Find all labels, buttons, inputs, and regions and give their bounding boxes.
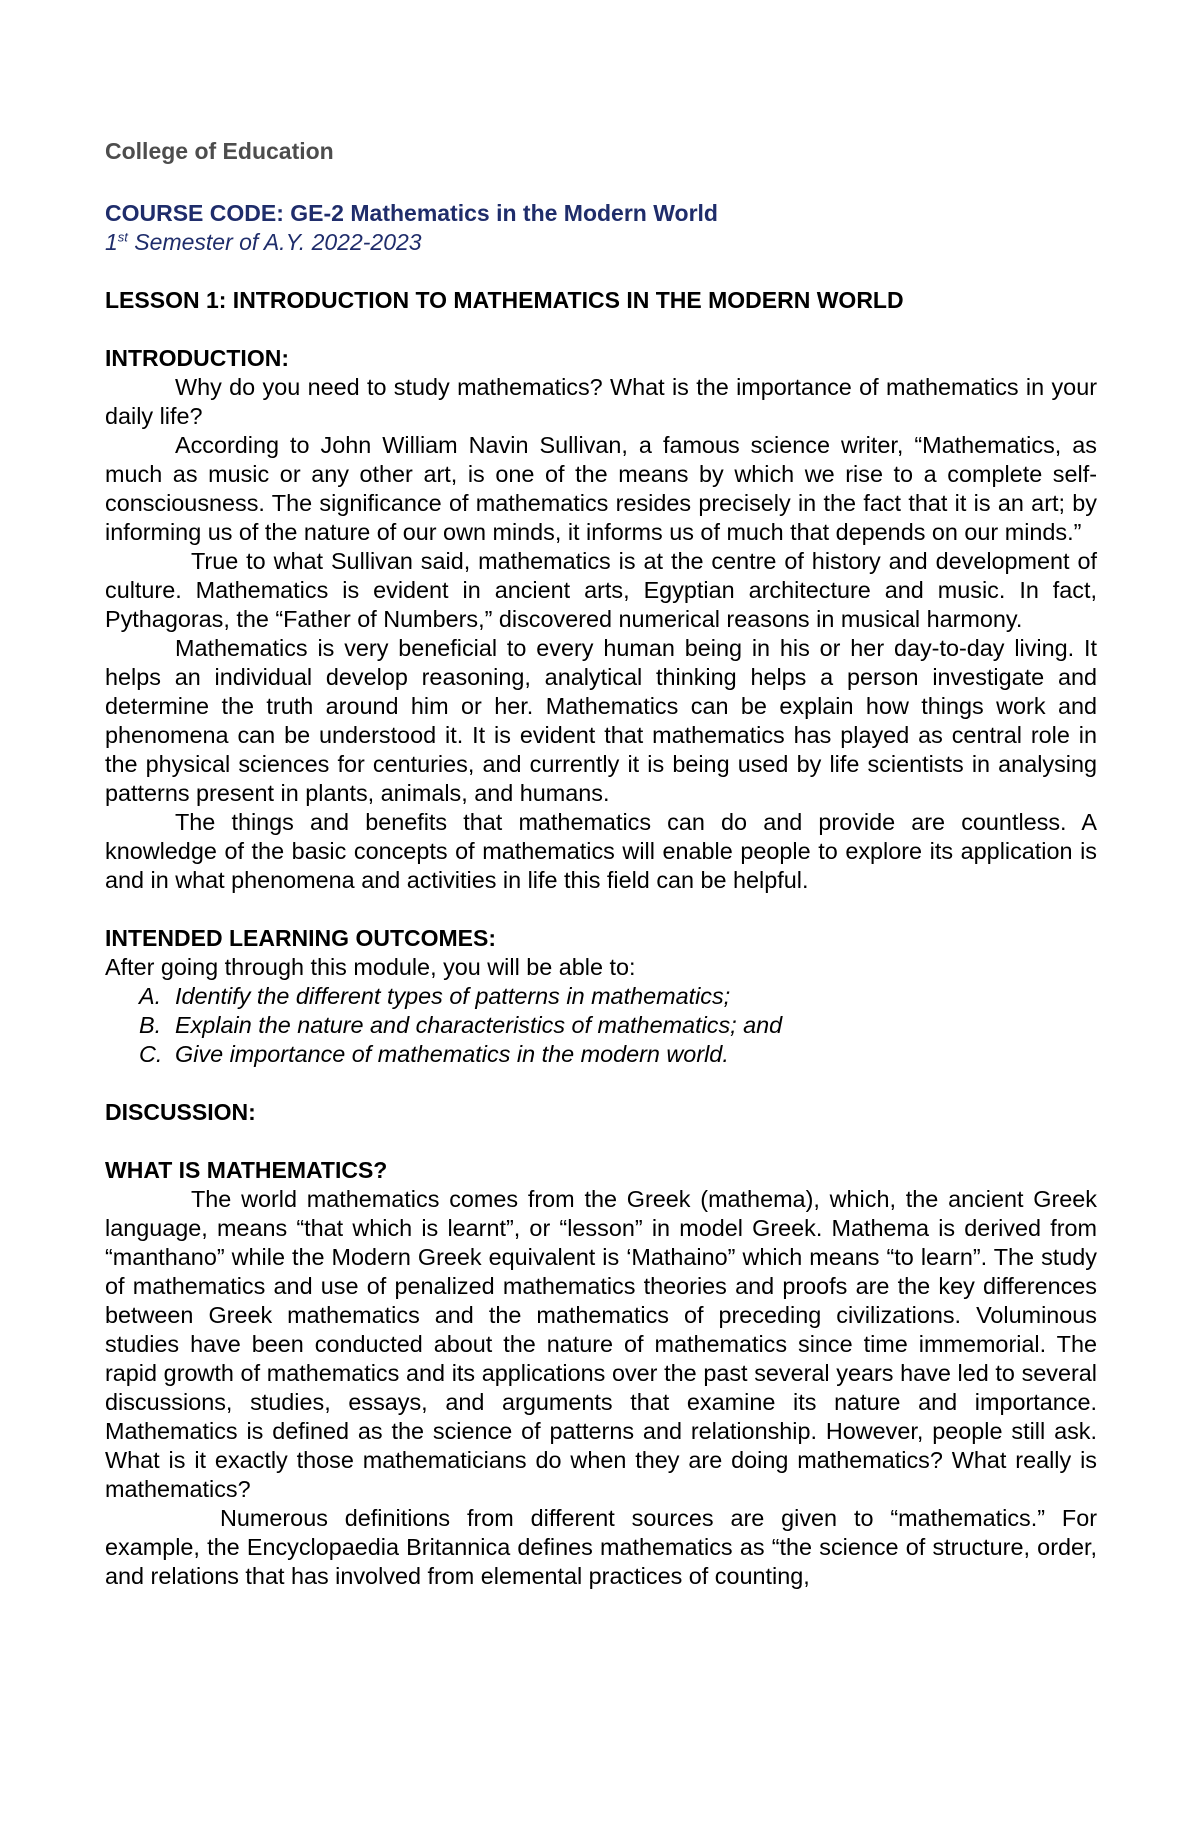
outcome-item: [139, 1011, 1097, 1040]
intro-paragraph: Mathematics is very beneficial to every human being in his or her day-to-day living. It helps an individual develop reasoning, analytical thinking helps a person investigate and determine the truth around him or her. Mathematics can be explain how things work and phenomena can be understood it. It is evident that mathematics has played as central role in the physical sciences for centuries, and currently it is being used by life scientists in analysing patterns present in plants, animals, and humans.: [105, 635, 1097, 806]
outcome-item: [139, 982, 1097, 1011]
intro-paragraph: Why do you need to study mathematics? What is the importance of mathematics in your daily life?: [105, 374, 1097, 429]
semester-line: [105, 228, 1097, 257]
outcome-letter: C.: [139, 1041, 163, 1067]
outcome-text: Identify the different types of patterns in mathematics;: [175, 983, 731, 1009]
discussion-subheading: WHAT IS MATHEMATICS?: [105, 1157, 388, 1183]
discussion-heading: DISCUSSION:: [105, 1099, 256, 1125]
semester-ordinal-suffix: st: [117, 229, 128, 245]
college-name: College of Education: [105, 138, 334, 164]
outcome-letter: B.: [139, 1012, 162, 1038]
discussion-paragraph: Numerous definitions from different sources are given to “mathematics.” For example, the Encyclopaedia Britannica defines mathematics as “the science of structure, order, and relations that has involved from elemental practices of counting,: [105, 1505, 1097, 1589]
outcomes-intro: After going through this module, you will be able to:: [105, 954, 636, 980]
semester-ordinal: 1: [105, 229, 118, 255]
semester-text: Semester of A.Y. 2022-2023: [127, 229, 422, 255]
lesson-title: LESSON 1: INTRODUCTION TO MATHEMATICS IN THE MODERN WORLD: [105, 287, 904, 313]
outcome-text: Give importance of mathematics in the modern world.: [175, 1041, 729, 1067]
introduction-heading: INTRODUCTION:: [105, 345, 289, 371]
outcomes-heading: INTENDED LEARNING OUTCOMES:: [105, 925, 496, 951]
course-code: COURSE CODE: GE-2 Mathematics in the Modern World: [105, 200, 718, 226]
outcome-item: [139, 1040, 1097, 1069]
document-page: [105, 138, 1097, 1591]
intro-paragraph: True to what Sullivan said, mathematics is at the centre of history and development of culture. Mathematics is evident in ancient arts, Egyptian architecture and music. In fact, Pythagoras, the “Father of Numbers,” discovered numerical reasons in musical harmony.: [105, 548, 1097, 632]
outcome-letter: A.: [139, 983, 162, 1009]
intro-paragraph: The things and benefits that mathematics can do and provide are countless. A knowledge of the basic concepts of mathematics will enable people to explore its application is and in what phenomena and activities in life this field can be helpful.: [105, 809, 1097, 893]
discussion-paragraph: The world mathematics comes from the Greek (mathema), which, the ancient Greek language, means “that which is learnt”, or “lesson” in model Greek. Mathema is derived from “manthano” while the Modern Greek equivalent is ‘Mathaino” which means “to learn”. The study of mathematics and use of penalized mathematics theories and proofs are the key differences between Greek mathematics and the mathematics of preceding civilizations. Voluminous studies have been conducted about the nature of mathematics since time immemorial. The rapid growth of mathematics and its applications over the past several years have led to several discussions, studies, essays, and arguments that examine its nature and importance. Mathematics is defined as the science of patterns and relationship. However, people still ask. What is it exactly those mathematicians do when they are doing mathematics? What really is mathematics?: [105, 1186, 1097, 1502]
outcome-text: Explain the nature and characteristics of mathematics; and: [175, 1012, 783, 1038]
outcomes-list: [139, 982, 1097, 1069]
intro-paragraph: According to John William Navin Sullivan, a famous science writer, “Mathematics, as much as music or any other art, is one of the means by which we rise to a complete self-consciousness. The significance of mathematics resides precisely in the fact that it is an art; by informing us of the nature of our own minds, it informs us of much that depends on our minds.”: [105, 432, 1097, 545]
